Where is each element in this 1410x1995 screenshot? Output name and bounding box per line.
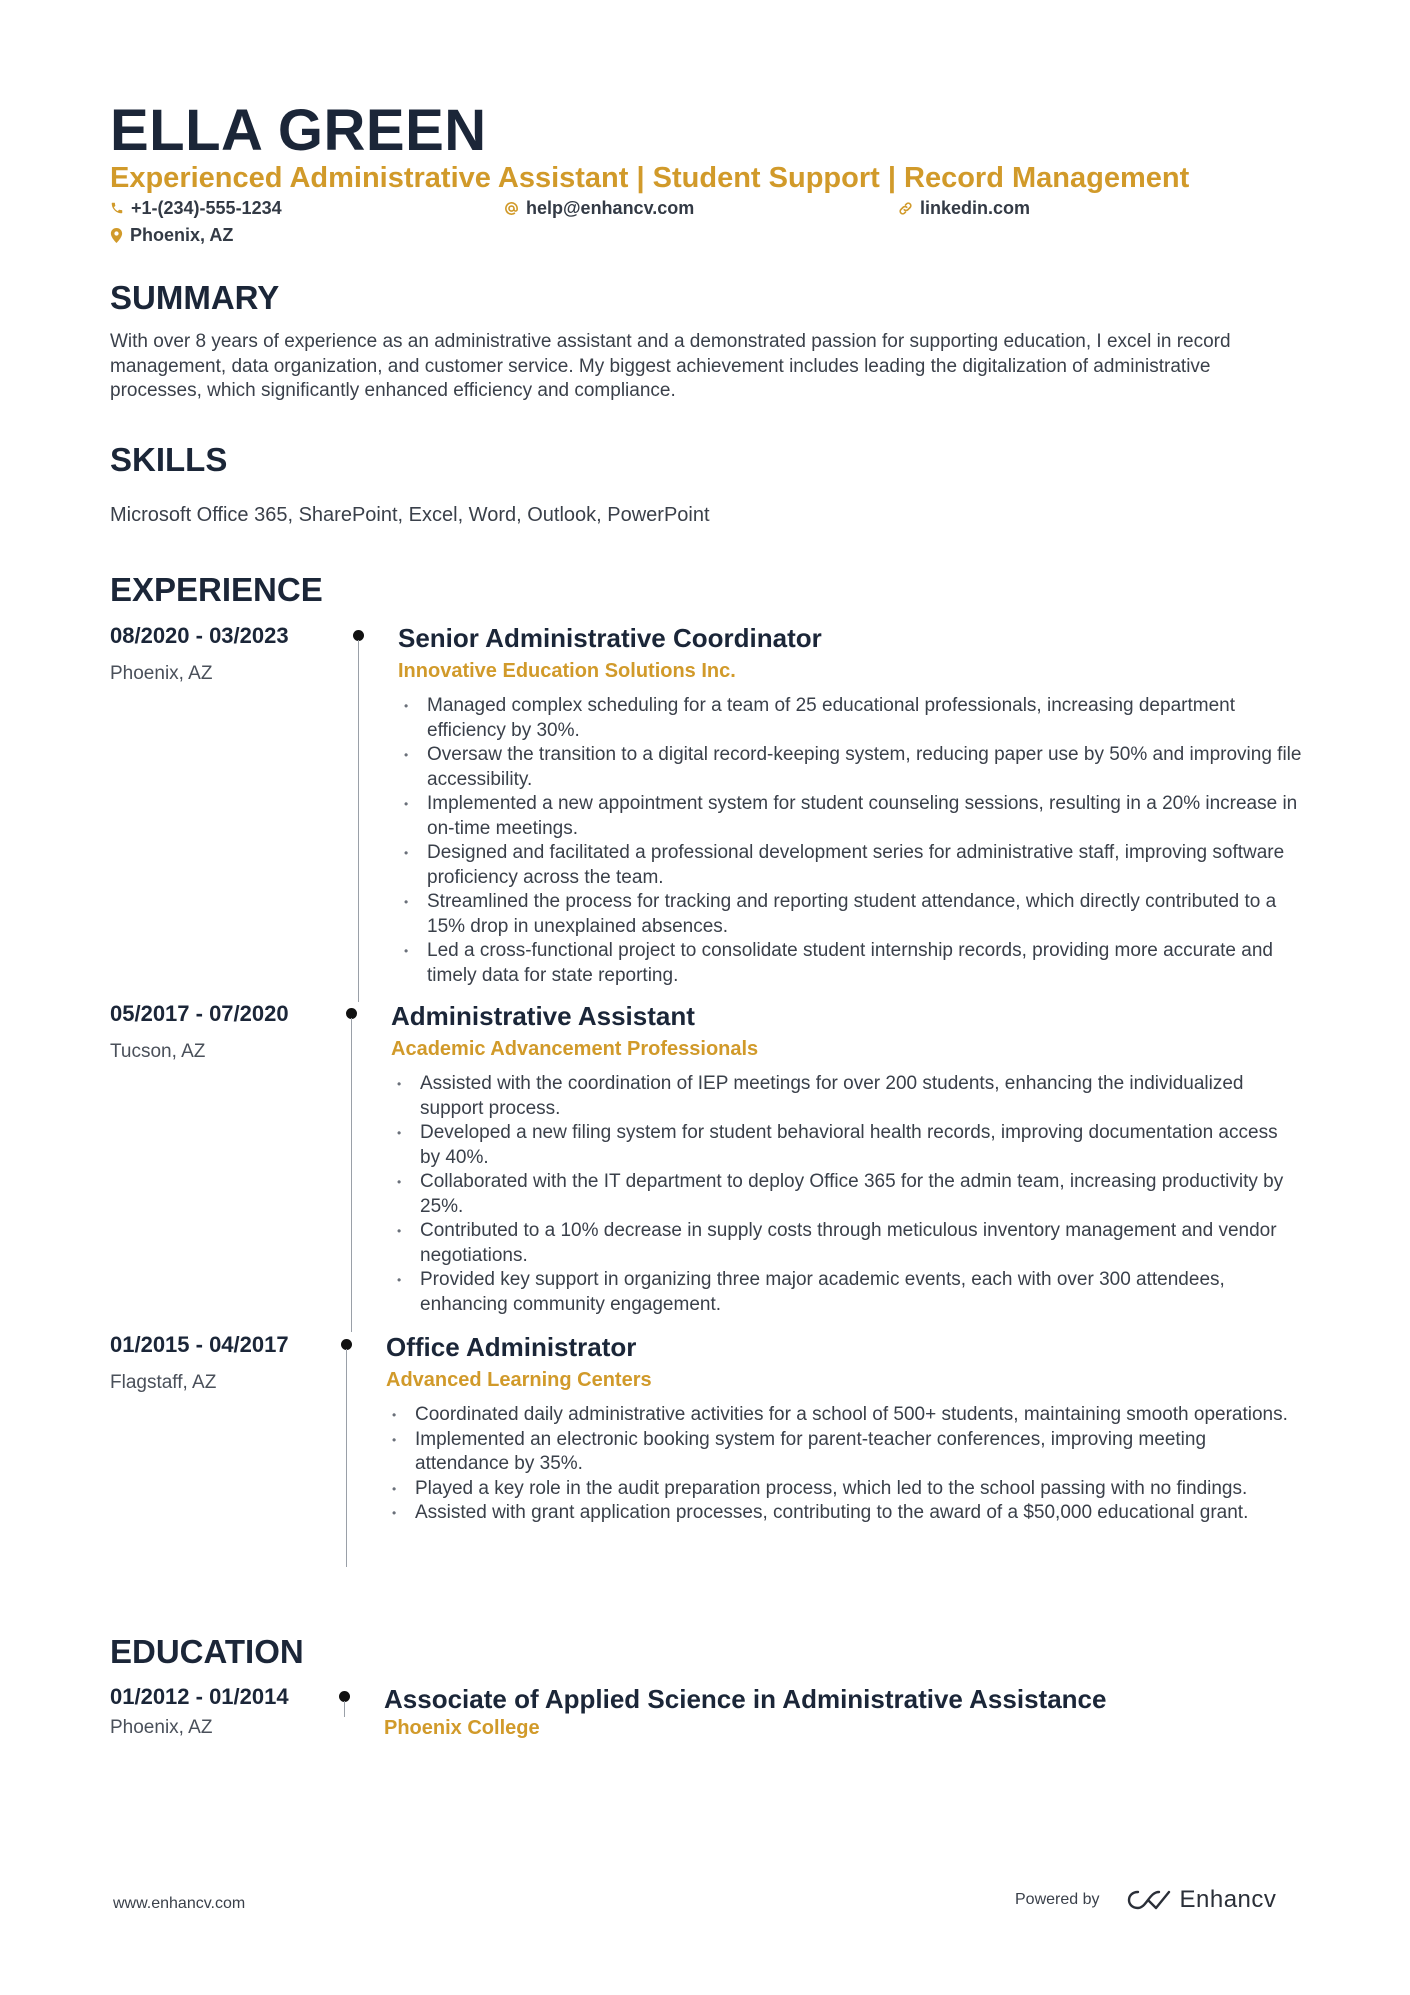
entry-content [384,1683,1294,1741]
bullet-item: • Assisted with grant application processes, contributing to the award of a $50,000 educational grant. [386,1501,1296,1526]
skills-text: Microsoft Office 365, SharePoint, Excel, Word, Outlook, PowerPoint [110,504,710,526]
entry-company: Innovative Education Solutions Inc. [398,660,736,682]
entry-role: Office Administrator [386,1332,637,1362]
bullet-item: • Implemented an electronic booking system for parent-teacher conferences, improving meeting attendance by 35%. [386,1428,1296,1477]
bullet-item: • Oversaw the transition to a digital record-keeping system, reducing paper use by 50% and improving file accessibility. [398,743,1308,792]
bullet-item: • Contributed to a 10% decrease in supply costs through meticulous inventory management and vendor negotiations. [391,1219,1301,1268]
entry-company: Academic Advancement Professionals [391,1038,759,1060]
entry-content [391,1000,1301,1317]
phone-text: +1-(234)-555-1234 [131,198,282,218]
entry-content [386,1331,1296,1526]
entry-role: Administrative Assistant [391,1001,695,1031]
contact-email[interactable] [504,196,694,220]
bullet-item: • Implemented a new appointment system for student counseling sessions, resulting in a 20% increase in on-time meetings. [398,792,1308,841]
entry-bullets [398,694,1308,988]
bullet-item: • Provided key support in organizing three major academic events, each with over 300 attendees, enhancing community engagement. [391,1268,1301,1317]
entry-date: 01/2012 - 01/2014 [110,1684,289,1709]
link-icon [898,201,913,216]
contact-phone[interactable] [110,196,282,220]
skills-title: SKILLS [110,441,228,478]
entry-date: 08/2020 - 03/2023 [110,623,289,648]
enhancv-logo-icon [1126,1888,1172,1912]
bullet-item: • Developed a new filing system for student behavioral health records, improving documentation access by 40%. [391,1121,1301,1170]
entry-date: 01/2015 - 04/2017 [110,1332,289,1357]
at-icon [504,201,519,216]
bullet-item: • Assisted with the coordination of IEP meetings for over 200 students, enhancing the individualized support process. [391,1072,1301,1121]
bullet-item: • Managed complex scheduling for a team of 25 educational professionals, increasing department efficiency by 30%. [398,694,1308,743]
footer-branding[interactable] [1015,1886,1276,1914]
contact-website[interactable] [898,196,1030,220]
candidate-headline: Experienced Administrative Assistant | Student Support | Record Management [110,162,1190,194]
bullet-item: • Designed and facilitated a professional development series for administrative staff, improving software proficiency across the team. [398,841,1308,890]
summary-text: With over 8 years of experience as an administrative assistant and a demonstrated passion for supporting education, I excel in record management, data organization, and customer service. My biggest achievement includes leading the digitalization of administrative processes, which significantly enhanced efficiency and compliance. [110,331,1231,401]
email-text: help@enhancv.com [526,198,695,218]
website-text: linkedin.com [920,198,1031,218]
education-degree: Associate of Applied Science in Administrative Assistance [384,1684,1107,1714]
entry-role: Senior Administrative Coordinator [398,623,822,653]
bullet-item: • Streamlined the process for tracking and reporting student attendance, which directly contributed to a 15% drop in unexplained absences. [398,890,1308,939]
bullet-item: • Led a cross-functional project to consolidate student internship records, providing more accurate and timely data for state reporting. [398,939,1308,988]
bullet-item: • Played a key role in the audit preparation process, which led to the school passing with no findings. [386,1477,1296,1502]
candidate-name: ELLA GREEN [110,98,487,163]
timeline-line [344,1701,345,1717]
timeline-line [358,640,359,1002]
entry-bullets [386,1403,1296,1526]
brand-name: Enhancv [1179,1886,1277,1913]
entry-location: Tucson, AZ [110,1041,206,1062]
education-title: EDUCATION [110,1633,304,1670]
powered-by-text: Powered by [1015,1891,1100,1908]
bullet-item: • Collaborated with the IT department to deploy Office 365 for the admin team, increasing productivity by 25%. [391,1170,1301,1219]
location-pin-icon [110,228,123,243]
timeline-line [346,1349,347,1567]
entry-location: Phoenix, AZ [110,663,213,684]
phone-icon [110,201,124,215]
entry-date: 05/2017 - 07/2020 [110,1001,289,1026]
entry-content [398,622,1308,988]
entry-location: Phoenix, AZ [110,1717,213,1738]
contact-location [110,223,233,247]
experience-title: EXPERIENCE [110,571,323,608]
bullet-item: • Coordinated daily administrative activities for a school of 500+ students, maintaining smooth operations. [386,1403,1296,1428]
timeline-line [351,1018,352,1332]
entry-bullets [391,1072,1301,1317]
entry-location: Flagstaff, AZ [110,1372,217,1393]
entry-company: Advanced Learning Centers [386,1369,652,1391]
footer-website-link[interactable]: www.enhancv.com [113,1895,246,1912]
location-text: Phoenix, AZ [130,225,234,245]
education-school: Phoenix College [384,1717,540,1739]
summary-title: SUMMARY [110,279,280,316]
